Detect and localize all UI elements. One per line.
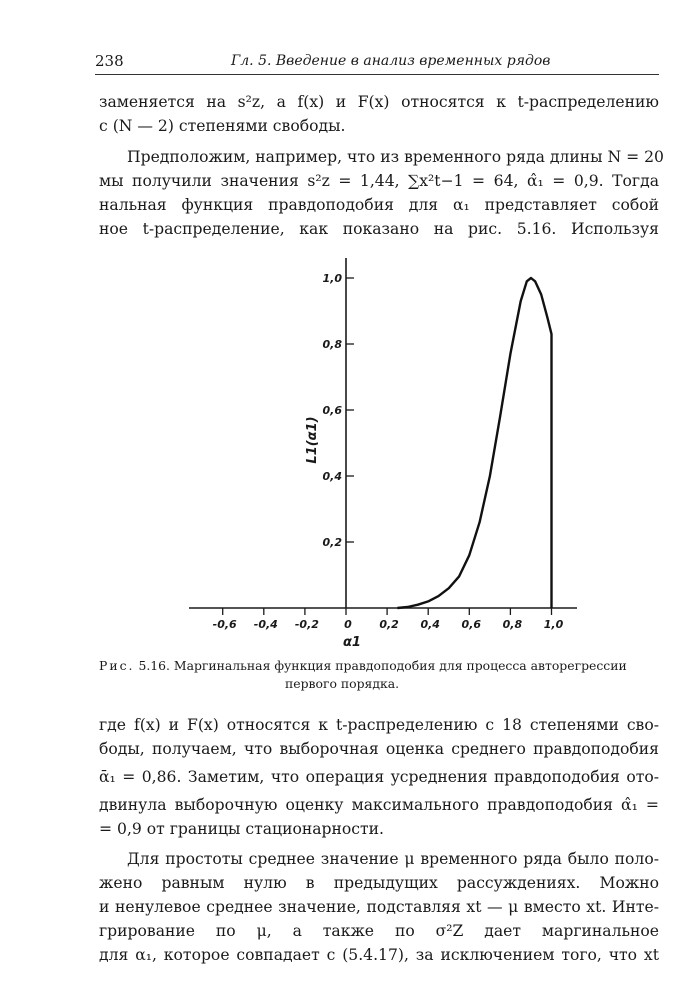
text-line: для α₁, которое совпадает с (5.4.17), за исключением того, что xt [99,946,659,964]
text-line: = 0,9 от границы стационарности. [99,820,385,838]
text-line: нальная функция правдоподобия для α₁ представляет собой [99,196,659,214]
figure-caption [99,657,671,693]
x-tick-label: -0,4 [253,618,278,631]
likelihood-curve [397,278,551,608]
x-tick-label: 0,8 [502,618,523,631]
text-line: Для простоты среднее значение μ временного ряда было поло- [127,850,659,868]
y-axis-label: L1(α1) [305,416,320,464]
y-tick-label: 1,0 [322,272,342,285]
y-tick-label: 0,6 [322,404,342,417]
text-line: заменяется на s²z, а f(x) и F(x) относятся к t-распределению [99,93,659,111]
text-line: боды, получаем, что выборочная оценка среднего правдоподобия [99,740,659,758]
y-tick-label: 0,2 [322,536,342,549]
x-tick-label: 0 [344,618,352,631]
text-line: жено равным нулю в предыдущих рассуждениях. Можно [99,874,659,892]
x-tick-label: 0,2 [379,618,399,631]
x-tick-label: -0,6 [212,618,237,631]
x-tick-label: 0,4 [420,618,440,631]
text-line: мы получили значения s²z = 1,44, ∑x²t−1 = 64, α̂₁ = 0,9. Тогда [99,172,659,190]
text-line: где f(x) и F(x) относятся к t-распределению с 18 степенями сво- [99,716,659,734]
x-tick-label: -0,2 [294,618,319,631]
text-line: ᾱ₁ = 0,86. Заметим, что операция усреднения правдоподобия ото- [99,768,659,786]
page-number: 238 [95,52,124,70]
caption-text: 5.16. Маргинальная функция правдоподобия для процесса авторегрессии [138,658,627,673]
y-tick-label: 0,8 [322,338,342,351]
y-tick-label: 0,4 [322,470,342,483]
caption-text-2: первого порядка. [285,676,400,691]
x-axis-label: α1 [343,635,361,650]
x-tick-label: 1,0 [543,618,564,631]
x-tick-label: 0,6 [461,618,482,631]
text-line: Предположим, например, что из временного ряда длины N = 20 [127,148,664,166]
text-block-bottom [99,713,659,967]
caption-label: Рис. [99,658,135,673]
running-head: Гл. 5. Введение в анализ временных рядов [231,53,551,69]
text-line: с (N — 2) степенями свободы. [99,117,346,135]
text-line: ное t-распределение, как показано на рис. 5.16. Используя [99,220,659,238]
text-line: грирование по μ, а также по σ²Z дает маргинальное [99,922,659,940]
text-line: и ненулевое среднее значение, подставляя xt — μ вместо xt. Инте- [99,898,659,916]
text-line: двинула выборочную оценку максимального правдоподобия α̂₁ = [99,796,659,814]
